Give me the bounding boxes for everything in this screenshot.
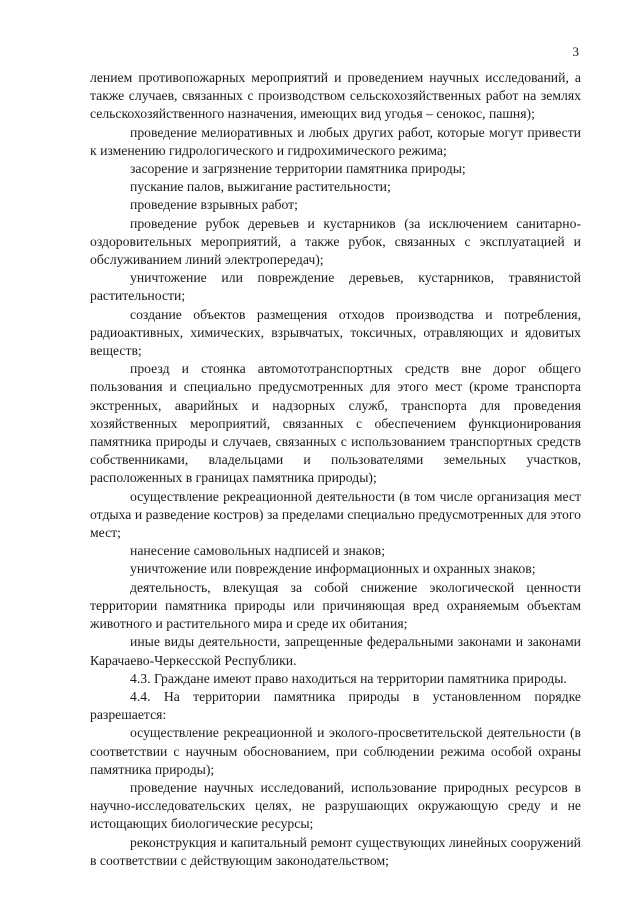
paragraph-prohibition-vegetation-damage: уничтожение или повреждение деревьев, кустарников, травянистой растительности; <box>90 270 581 304</box>
paragraph-prohibition-waste-sites: создание объектов размещения отходов производства и потребления, радиоактивных, химических, взрывчатых, токсичных, отравляющих и ядовитых веществ; <box>90 306 581 359</box>
paragraph-prohibition-signs-damage: уничтожение или повреждение информационных и охранных знаков; <box>130 561 536 577</box>
paragraph-prohibition-graffiti: нанесение самовольных надписей и знаков; <box>130 543 386 559</box>
document-body <box>90 69 581 870</box>
paragraph-prohibition-harmful-activity: деятельность, влекущая за собой снижение экологической ценности территории памятника природы или причиняющая вред охраняемым объектам животного и растительного мира и среде их обитания; <box>90 579 581 632</box>
paragraph-prohibition-vehicles: проезд и стоянка автомототранспортных средств вне дорог общего пользования и специально предусмотренных для этого мест (кроме транспорта экстренных, аварийных и надзорных служб, транспорта для проведения хозяйственных мероприятий, связанных с обеспечением функционирования памятника природы и случаев, связанных с использованием транспортных средств собственниками, владельцами и пользователями земельных участков, расположенных в границах памятника природы); <box>90 361 581 486</box>
paragraph-prohibition-burning: пускание палов, выжигание растительности; <box>130 179 391 195</box>
paragraph-permitted-reconstruction: реконструкция и капитальный ремонт существующих линейных сооружений в соответствии с действующим законодательством; <box>90 834 581 868</box>
paragraph-prohibition-recreation: осуществление рекреационной деятельности (в том числе организация мест отдыха и разведение костров) за пределами специально предусмотренных для этого мест; <box>90 488 581 541</box>
paragraph-continuation: лением противопожарных мероприятий и проведением научных исследований, а также случаев, связанных с производством сельскохозяйственных работ на землях сельскохозяйственного назначения, имеющих вид угодья – сенокос, пашня); <box>90 70 581 122</box>
paragraph-prohibition-littering: засорение и загрязнение территории памятника природы; <box>130 161 466 177</box>
page-number: 3 <box>572 44 579 59</box>
paragraph-section-4-4: 4.4. На территории памятника природы в установленном порядке разрешается: <box>90 688 581 723</box>
paragraph-prohibition-blasting: проведение взрывных работ; <box>130 197 298 213</box>
paragraph-permitted-research: проведение научных исследований, использование природных ресурсов в научно-исследовательских целях, не разрушающих окружающую среду и не истощающих биологические ресурсы; <box>90 779 581 832</box>
paragraph-section-4-3: 4.3. Граждане имеют право находиться на территории памятника природы. <box>130 670 567 686</box>
paragraph-prohibition-melioration: проведение мелиоративных и любых других работ, которые могут привести к изменению гидрологического и гидрохимического режима; <box>90 124 581 158</box>
paragraph-prohibition-logging: проведение рубок деревьев и кустарников (за исключением санитарно-оздоровительных мероприятий, а также рубок, связанных с эксплуатацией и обслуживанием линий электропередач); <box>90 215 581 268</box>
paragraph-permitted-recreation: осуществление рекреационной и эколого-просветительской деятельности (в соответствии с научным обоснованием, при соблюдении режима особой охраны памятника природы); <box>90 725 581 777</box>
paragraph-prohibition-other: иные виды деятельности, запрещенные федеральными законами и законами Карачаево-Черкесской Республики. <box>90 634 581 668</box>
